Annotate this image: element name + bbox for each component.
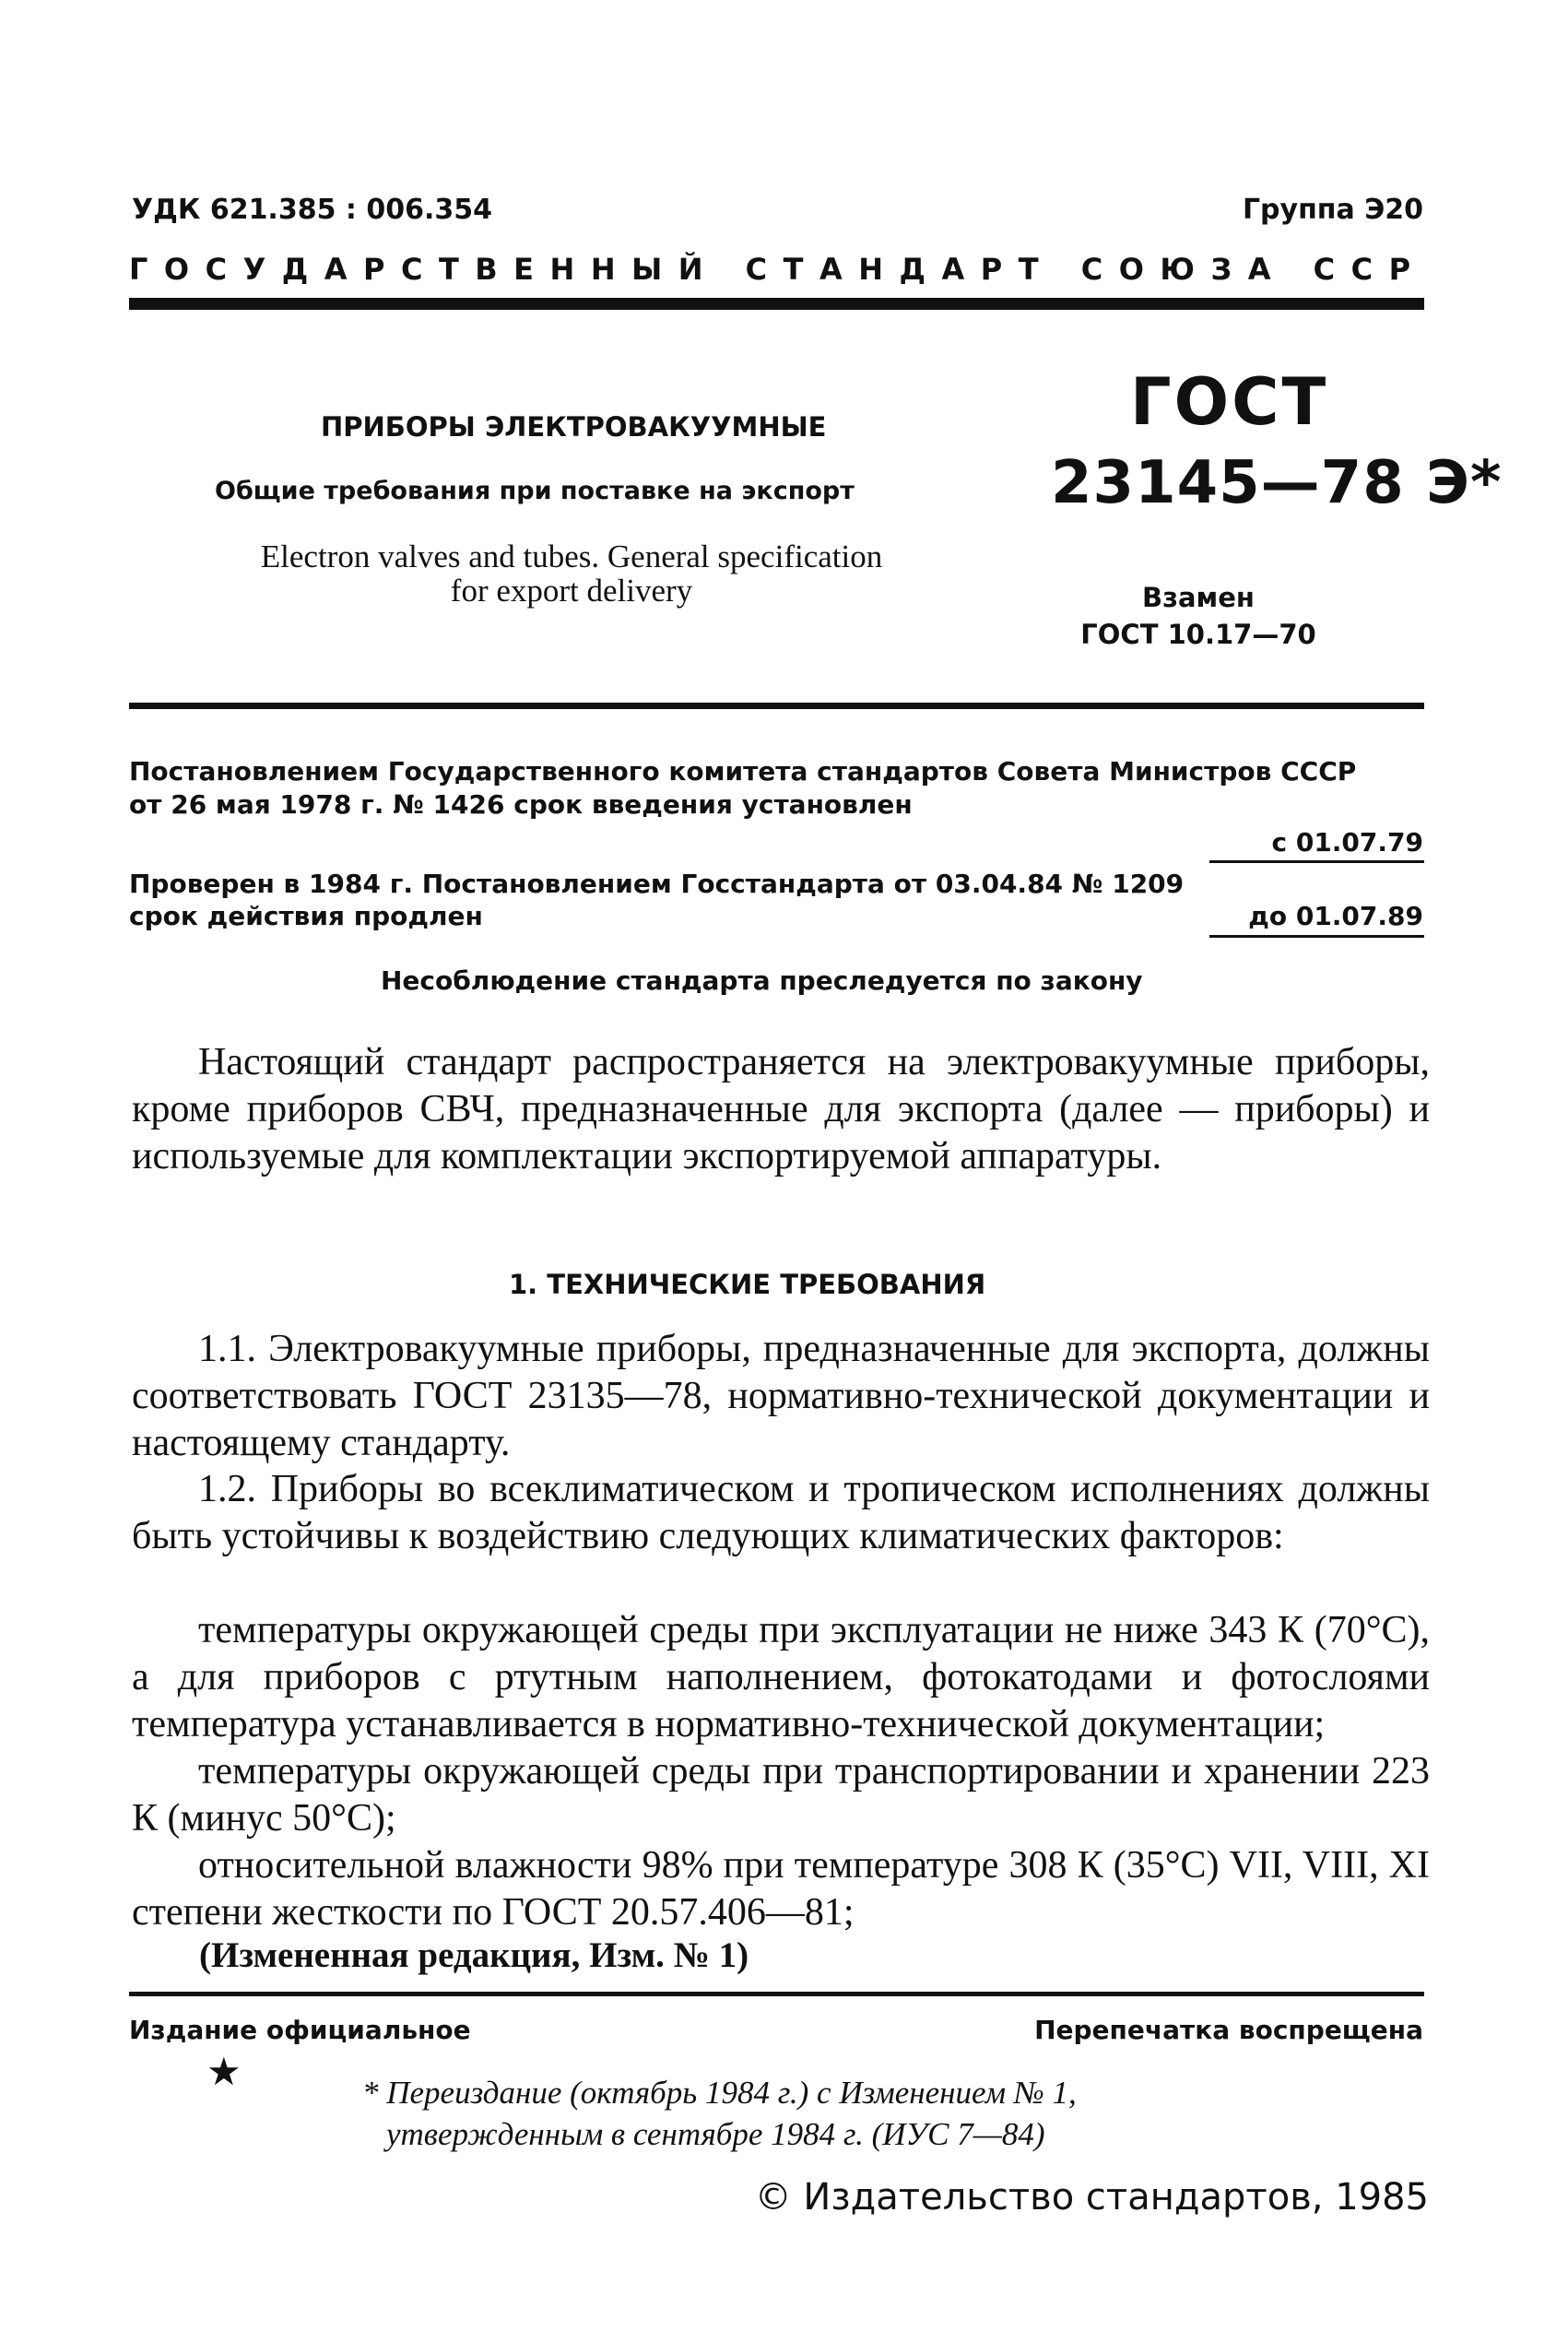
state-standard-banner: ГОСУДАРСТВЕННЫЙ СТАНДАРТ СОЮЗА ССР	[129, 252, 1427, 287]
reissue-line-2: утвержденным в сентябре 1984 г. (ИУС 7—84)	[386, 2116, 1045, 2152]
clause-1-1: 1.1. Электровакуумные приборы, предназначенные для экспорта, должны соответствовать ГОСТ 23135—78, нормативно-технической документации и настоящему стандарту.	[132, 1328, 1430, 1464]
revision-note: (Измененная редакция, Изм. № 1)	[199, 1935, 749, 1975]
decree-line-3: Проверен в 1984 г. Постановлением Госстандарта от 03.04.84 № 1209	[129, 869, 1185, 899]
header-rule	[129, 298, 1424, 310]
climatic-item-temperature-operation: температуры окружающей среды при эксплуатации не ниже 343 К (70°С), а для приборов с ртутным наполнением, фотокатодами и фотослоями температура устанавливается в нормативно-технической документации;	[132, 1609, 1430, 1745]
star-icon: ★	[206, 2052, 242, 2094]
section-1-heading: 1. ТЕХНИЧЕСКИЕ ТРЕБОВАНИЯ	[509, 1269, 986, 1300]
effective-date: с 01.07.79	[1271, 827, 1423, 858]
english-title-line-1: Electron valves and tubes. General specification	[260, 538, 883, 574]
gost-label: ГОСТ	[1130, 364, 1329, 440]
copyright: © Издательство стандартов, 1985	[754, 2176, 1429, 2219]
english-title-line-2: for export delivery	[450, 573, 693, 609]
intro-paragraph: Настоящий стандарт распространяется на электровакуумные приборы, кроме приборов СВЧ, предназначенные для экспорта (далее — приборы) и используемые для комплектации экспортируемой аппаратуры.	[132, 1041, 1430, 1177]
title-rule	[129, 703, 1424, 709]
udk-code: УДК 621.385 : 006.354	[132, 194, 492, 226]
extended-date-underline	[1209, 935, 1424, 938]
climatic-item-temperature-storage: температуры окружающей среды при транспортировании и хранении 223 К (минус 50°С);	[132, 1750, 1430, 1840]
english-title	[166, 539, 977, 608]
reissue-line-1: * Переиздание (октябрь 1984 г.) с Изменением № 1,	[362, 2075, 1077, 2111]
gost-number: 23145—78 Э*	[1051, 449, 1503, 517]
official-edition: Издание официальное	[129, 2015, 471, 2045]
replaces-label: Взамен	[1142, 582, 1255, 613]
climatic-item-humidity: относительной влажности 98% при температуре 308 К (35°С) VII, VIII, XI степени жесткости по ГОСТ 20.57.406—81;	[132, 1844, 1430, 1934]
legal-notice: Несоблюдение стандарта преследуется по закону	[381, 965, 1143, 996]
decree-line-4: срок действия продлен	[129, 901, 483, 931]
decree-line-2: от 26 мая 1978 г. № 1426 срок введения установлен	[129, 789, 913, 820]
extended-date: до 01.07.89	[1248, 901, 1423, 931]
standard-subtitle: Общие требования при поставке на экспорт	[215, 477, 855, 505]
reprint-prohibited: Перепечатка воспрещена	[1034, 2015, 1423, 2045]
standard-title: ПРИБОРЫ ЭЛЕКТРОВАКУУМНЫЕ	[321, 411, 827, 443]
effective-date-underline	[1209, 860, 1424, 863]
clause-1-2: 1.2. Приборы во всеклиматическом и тропическом исполнениях должны быть устойчивы к воздействию следующих климатических факторов:	[132, 1468, 1430, 1557]
reissue-note	[362, 2072, 1077, 2155]
footer-rule	[129, 1992, 1424, 1996]
group-code: Группа Э20	[1242, 194, 1423, 226]
replaces-value: ГОСТ 10.17—70	[1080, 619, 1316, 650]
replaces-block	[1060, 579, 1337, 653]
decree-line-1: Постановлением Государственного комитета стандартов Совета Министров СССР	[129, 756, 1357, 787]
